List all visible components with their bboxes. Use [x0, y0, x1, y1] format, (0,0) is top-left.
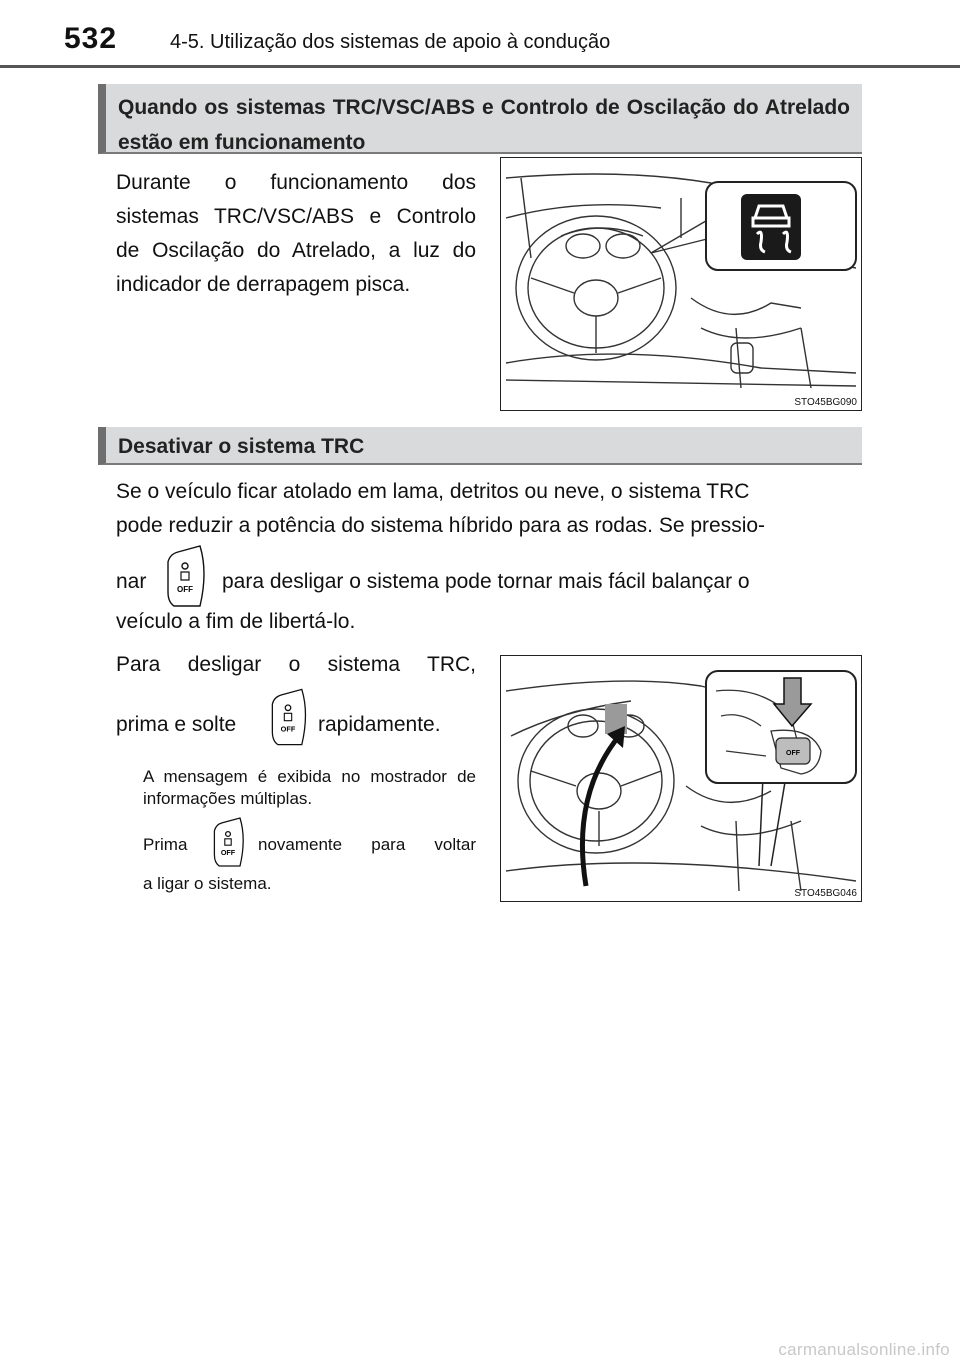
section-header-trc-vsc-abs: Quando os sistemas TRC/VSC/ABS e Controlo de Oscilação do Atrelado estão em funcionamento — [98, 84, 862, 154]
section-header-disable-trc: Desativar o sistema TRC — [98, 427, 862, 465]
section2-para2-line1: Para desligar o sistema TRC, — [116, 653, 476, 676]
off-label: OFF — [280, 724, 296, 734]
trc-off-button-icon-2 — [265, 684, 311, 750]
off-label: OFF — [220, 847, 236, 857]
section2-para2-pre: prima e solte — [116, 713, 237, 736]
page-number: 532 — [64, 22, 118, 55]
note2-post: novamente para voltar — [258, 835, 476, 854]
note-message-displayed: A mensagem é exibida no mostrador de informações múltiplas. — [143, 767, 476, 808]
trc-off-button-icon — [160, 542, 210, 610]
section2-para1-post: para desligar o sistema pode tornar mais fácil balançar o — [222, 570, 750, 593]
section2-para1-line1: Se o veículo ficar atolado em lama, detritos ou neve, o sistema TRC — [116, 480, 750, 503]
watermark: carmanualsonline.info — [778, 1340, 950, 1359]
section2-para1-pre: nar — [116, 570, 147, 593]
header-divider — [0, 65, 960, 68]
note2-pre: Prima — [143, 835, 188, 854]
trc-off-switch-figure — [500, 655, 862, 902]
chapter-title: 4-5. Utilização dos sistemas de apoio à condução — [170, 31, 611, 53]
figure-code: STO45BG046 — [794, 888, 857, 899]
section2-para2-post: rapidamente. — [318, 713, 441, 736]
dashboard-illustration — [501, 158, 860, 409]
dashboard-slip-indicator-figure — [500, 157, 862, 411]
trc-off-button-icon-3 — [208, 814, 248, 870]
figure-code: STO45BG090 — [794, 397, 857, 408]
switch-illustration — [501, 656, 860, 900]
off-label: OFF — [786, 750, 800, 757]
section2-para1-line2: pode reduzir a potência do sistema híbrido para as rodas. Se pressio- — [116, 514, 766, 537]
section1-body: Durante o funcionamento dos sistemas TRC/VSC/ABS e Controlo de Oscilação do Atrelado, a luz do indicador de derrapagem pisca. — [116, 171, 476, 296]
section2-para1-line4: veículo a fim de libertá-lo. — [116, 610, 356, 633]
off-label: OFF — [177, 585, 193, 594]
note2-line2: a ligar o sistema. — [143, 874, 272, 893]
